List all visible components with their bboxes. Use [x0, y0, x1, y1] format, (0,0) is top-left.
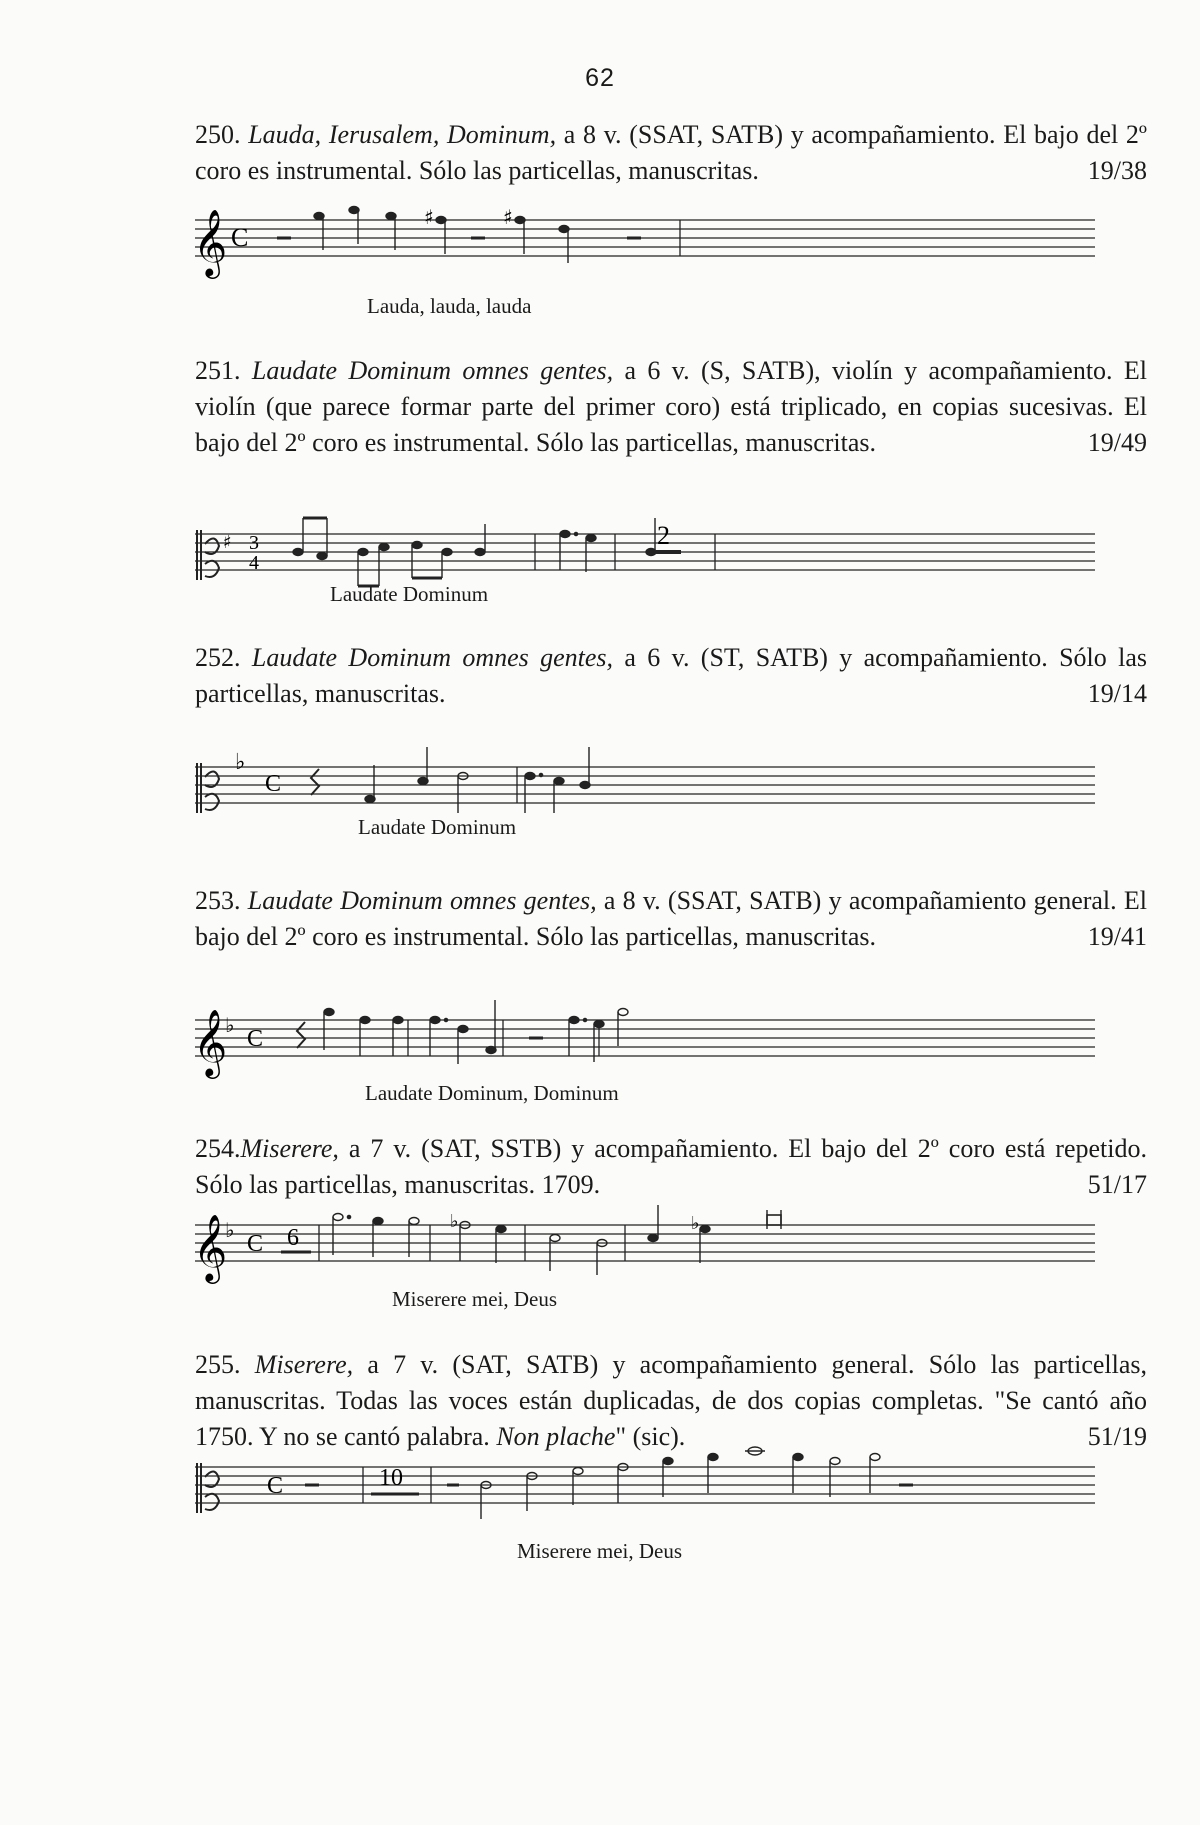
- common-time-icon: C: [267, 1473, 284, 1499]
- entry-reference: 19/14: [1087, 679, 1147, 708]
- note-head: [373, 1218, 383, 1225]
- entry-title: Laudate Dominum omnes gentes,: [251, 356, 614, 385]
- rest-count: 6: [287, 1225, 299, 1251]
- entry-number: 255.: [195, 1350, 241, 1379]
- entry-reference: 19/41: [1087, 922, 1147, 951]
- note-head: [648, 1235, 658, 1242]
- incipit-lyric: Miserere mei, Deus: [392, 1287, 558, 1311]
- music-incipit-252: [195, 747, 1095, 839]
- quarter-rest-icon: [297, 1022, 305, 1048]
- staff-255: [195, 1447, 1095, 1517]
- entry-title: Laudate Dominum omnes gentes,: [247, 886, 597, 915]
- treble-clef-icon: 𝄞: [193, 1008, 228, 1076]
- sharp-icon: ♯: [503, 205, 513, 229]
- entry-title: Miserere,: [254, 1350, 354, 1379]
- note-head: [594, 1021, 604, 1028]
- staff-253: [193, 1000, 1095, 1076]
- staff-252: [195, 747, 1095, 817]
- treble-clef-icon: 𝄞: [193, 1213, 228, 1281]
- c-clef-icon: [197, 763, 219, 813]
- entry-reference: 19/38: [1087, 156, 1147, 185]
- staff-251: [195, 514, 1095, 584]
- common-time-icon: C: [247, 1026, 264, 1052]
- flat-icon: ♭: [225, 1218, 235, 1242]
- quarter-rest-icon: [311, 769, 319, 795]
- note-head: [333, 1214, 343, 1221]
- sharp-icon: ♯: [223, 532, 232, 553]
- catalog-entry-252: [195, 640, 1147, 712]
- note-head: [409, 1218, 419, 1225]
- flat-icon: ♭: [691, 1213, 700, 1234]
- note-head: [708, 1454, 718, 1461]
- entry-reference: 19/49: [1087, 428, 1147, 457]
- note-head: [525, 773, 535, 780]
- entry-number: 254.: [195, 1134, 241, 1163]
- entry-body: a 8 v. (SSAT, SATB) y acompañamiento. El bajo del 2º coro es instrumental. Sólo las particellas, manuscritas.: [195, 120, 1147, 185]
- incipit-lyric: Laudate Dominum: [358, 815, 517, 839]
- catalog-entry-254: [195, 1131, 1147, 1203]
- flat-icon: ♭: [235, 750, 246, 775]
- note-head: [358, 549, 368, 556]
- entry-text: [195, 353, 1147, 461]
- entry-text: [195, 883, 1147, 955]
- incipit-lyric: Miserere mei, Deus: [517, 1539, 683, 1563]
- entry-italic-quote: Non plache: [496, 1422, 616, 1451]
- entry-text: [195, 1131, 1147, 1203]
- entry-title: Laudate Dominum omnes gentes,: [251, 643, 614, 672]
- staff-250: [193, 200, 1095, 276]
- incipit-lyric: Lauda, lauda, lauda: [367, 294, 532, 318]
- entry-reference: 51/19: [1087, 1422, 1147, 1451]
- note-head: [412, 542, 422, 549]
- note-head: [317, 553, 327, 560]
- note-head: [324, 1009, 334, 1016]
- c-clef-icon: [197, 530, 219, 580]
- note-head: [793, 1454, 803, 1461]
- common-time-icon: C: [265, 771, 282, 797]
- breve-note: [767, 1215, 781, 1225]
- catalog-entry-251: [195, 353, 1147, 461]
- entry-text: [195, 1347, 1147, 1455]
- entry-number: 253.: [195, 886, 241, 915]
- sharp-icon: ♯: [424, 205, 434, 229]
- entry-quote-end: " (sic).: [615, 1422, 686, 1451]
- entry-body: a 7 v. (SAT, SSTB) y acompañamiento. El bajo del 2º coro está repetido. Sólo las particellas, manuscritas. 1709.: [195, 1134, 1147, 1199]
- rest-count: 10: [379, 1465, 403, 1491]
- entry-reference: 51/17: [1087, 1170, 1147, 1199]
- note-head: [554, 778, 564, 785]
- entry-body: a 6 v. (ST, SATB) y acompañamiento. Sólo las particellas, manuscritas.: [195, 643, 1148, 708]
- entry-number: 251.: [195, 356, 241, 385]
- common-time-icon: C: [247, 1231, 264, 1257]
- entry-body: a 8 v. (SSAT, SATB) y acompañamiento general. El bajo del 2º coro es instrumental. Sólo las particellas, manuscritas.: [195, 886, 1147, 951]
- entry-body: a 7 v. (SAT, SATB) y acompañamiento general. Sólo las particellas, manuscritas. Todas las voces están duplicadas, de dos copias completas. "Se cantó año 1750. Y no se cantó palabra.: [195, 1350, 1148, 1451]
- note-head: [550, 1235, 560, 1242]
- note-head: [560, 531, 570, 538]
- note-head: [569, 1017, 579, 1024]
- note-head: [360, 1017, 370, 1024]
- entry-number: 250.: [195, 120, 241, 149]
- note-head: [475, 549, 485, 556]
- note-head: [700, 1226, 710, 1233]
- c-clef-icon: [197, 1463, 219, 1513]
- note-head: [830, 1458, 840, 1465]
- catalog-entry-253: [195, 883, 1147, 955]
- note-head: [663, 1458, 673, 1465]
- note-head: [586, 535, 596, 542]
- entry-number: 252.: [195, 643, 241, 672]
- music-incipit-255: [195, 1447, 1095, 1563]
- music-incipit-251: [195, 514, 1095, 606]
- page-number: 62: [585, 64, 615, 92]
- catalog-entry-250: [195, 117, 1147, 189]
- incipit-lyric: Laudate Dominum: [330, 582, 489, 606]
- catalog-entry-255: [195, 1347, 1147, 1455]
- incipit-lyric: Laudate Dominum, Dominum: [365, 1081, 619, 1105]
- note-head: [442, 549, 452, 556]
- note-head: [458, 1026, 468, 1033]
- time-signature-bottom: 4: [249, 552, 259, 574]
- note-head: [430, 1017, 440, 1024]
- note-head: [496, 1226, 506, 1233]
- entry-title: Lauda, Ierusalem, Dominum,: [248, 120, 557, 149]
- entry-body: a 6 v. (S, SATB), violín y acompañamiento. El violín (que parece formar parte del primer coro) está triplicado, en copias sucesivas. El bajo del 2º coro es instrumental. Sólo las particellas, manuscritas.: [195, 356, 1148, 457]
- note-head: [870, 1454, 880, 1461]
- entry-text: [195, 117, 1147, 189]
- time-signature-top: 3: [249, 532, 259, 554]
- note-head: [573, 1468, 583, 1475]
- music-incipit-253: [193, 1000, 1095, 1105]
- note-head: [379, 544, 389, 551]
- common-time-icon: C: [231, 223, 249, 252]
- music-incipit-250: [193, 200, 1095, 318]
- note-head: [618, 1009, 628, 1016]
- staff-254: [193, 1205, 1095, 1281]
- music-incipit-254: [193, 1205, 1095, 1311]
- entry-text: [195, 640, 1147, 712]
- flat-icon: ♭: [450, 1211, 459, 1232]
- note-head: [293, 549, 303, 556]
- note-head: [393, 1017, 403, 1024]
- treble-clef-icon: 𝄞: [193, 208, 228, 276]
- rest-count: 2: [657, 521, 670, 550]
- entry-title: Miserere,: [240, 1134, 339, 1163]
- flat-icon: ♭: [225, 1013, 235, 1037]
